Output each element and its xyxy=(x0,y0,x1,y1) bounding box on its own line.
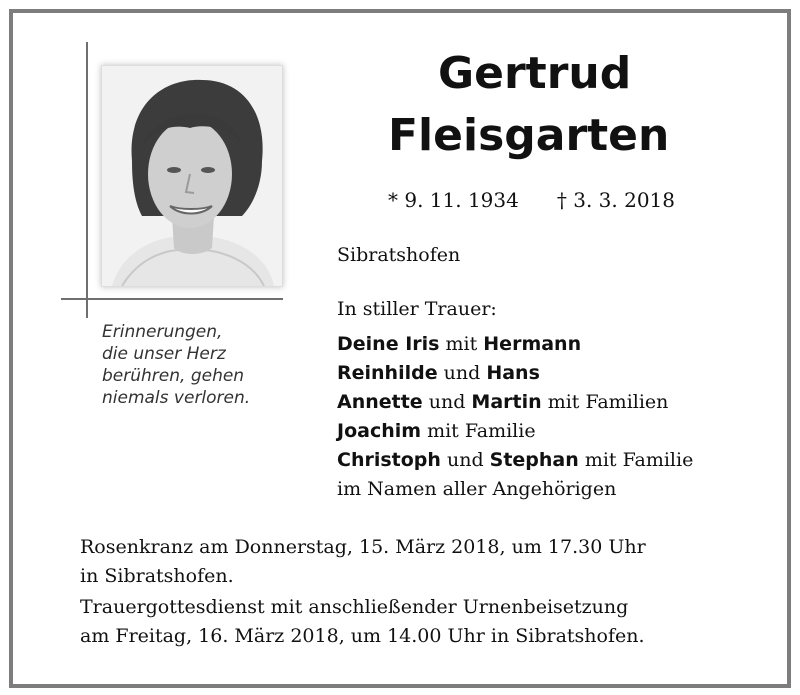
life-dates xyxy=(388,188,675,212)
mourner-text: und xyxy=(440,449,490,471)
mourner-name: Reinhilde xyxy=(337,362,438,384)
service-line: Rosenkranz am Donnerstag, 15. März 2018, um 17.30 Uhr xyxy=(80,536,646,558)
mourner-name: Joachim xyxy=(337,420,422,442)
death-date: † 3. 3. 2018 xyxy=(556,188,675,212)
mourner-line xyxy=(337,417,693,446)
mourner-text: mit xyxy=(439,333,484,355)
mourner-line xyxy=(337,446,693,475)
mourner-text: mit Familie xyxy=(578,449,694,471)
mourner-name: Deine Iris xyxy=(337,333,440,355)
mourner-text: mit Familien xyxy=(541,391,669,413)
mourning-title: In stiller Trauer: xyxy=(337,298,497,320)
quote-line: die unser Herz xyxy=(102,344,226,364)
mourner-name: Hermann xyxy=(483,333,582,355)
mourners-list xyxy=(337,330,693,504)
mourner-text: und xyxy=(422,391,472,413)
first-name: Gertrud xyxy=(438,48,632,99)
mourner-name: Stephan xyxy=(489,449,579,471)
funeral-service-notice xyxy=(80,593,645,651)
last-name: Fleisgarten xyxy=(388,110,670,161)
service-line: am Freitag, 16. März 2018, um 14.00 Uhr in Sibratshofen. xyxy=(80,625,645,647)
service-line: in Sibratshofen. xyxy=(80,565,234,587)
place-name: Sibratshofen xyxy=(337,244,461,266)
mourner-text: und xyxy=(437,362,487,384)
mourner-name: Martin xyxy=(471,391,542,413)
mourner-text: im Namen aller Angehörigen xyxy=(337,478,617,500)
horizontal-rule xyxy=(61,298,283,300)
quote-line: Erinnerungen, xyxy=(102,322,223,342)
service-line: Trauergottesdienst mit anschließender Urnenbeisetzung xyxy=(80,596,629,618)
quote-line: berühren, gehen xyxy=(102,366,245,386)
birth-date: * 9. 11. 1934 xyxy=(388,188,519,212)
memorial-quote xyxy=(102,321,282,409)
mourner-name: Christoph xyxy=(337,449,441,471)
mourner-line xyxy=(337,388,693,417)
vertical-rule xyxy=(86,42,88,318)
quote-line: niemals verloren. xyxy=(102,388,251,408)
mourner-name: Annette xyxy=(337,391,423,413)
portrait-photo xyxy=(101,65,283,287)
mourner-line xyxy=(337,359,693,388)
rosary-notice xyxy=(80,533,646,591)
mourner-line xyxy=(337,330,693,359)
mourner-name: Hans xyxy=(486,362,540,384)
mourner-line xyxy=(337,475,693,504)
mourner-text: mit Familie xyxy=(421,420,536,442)
